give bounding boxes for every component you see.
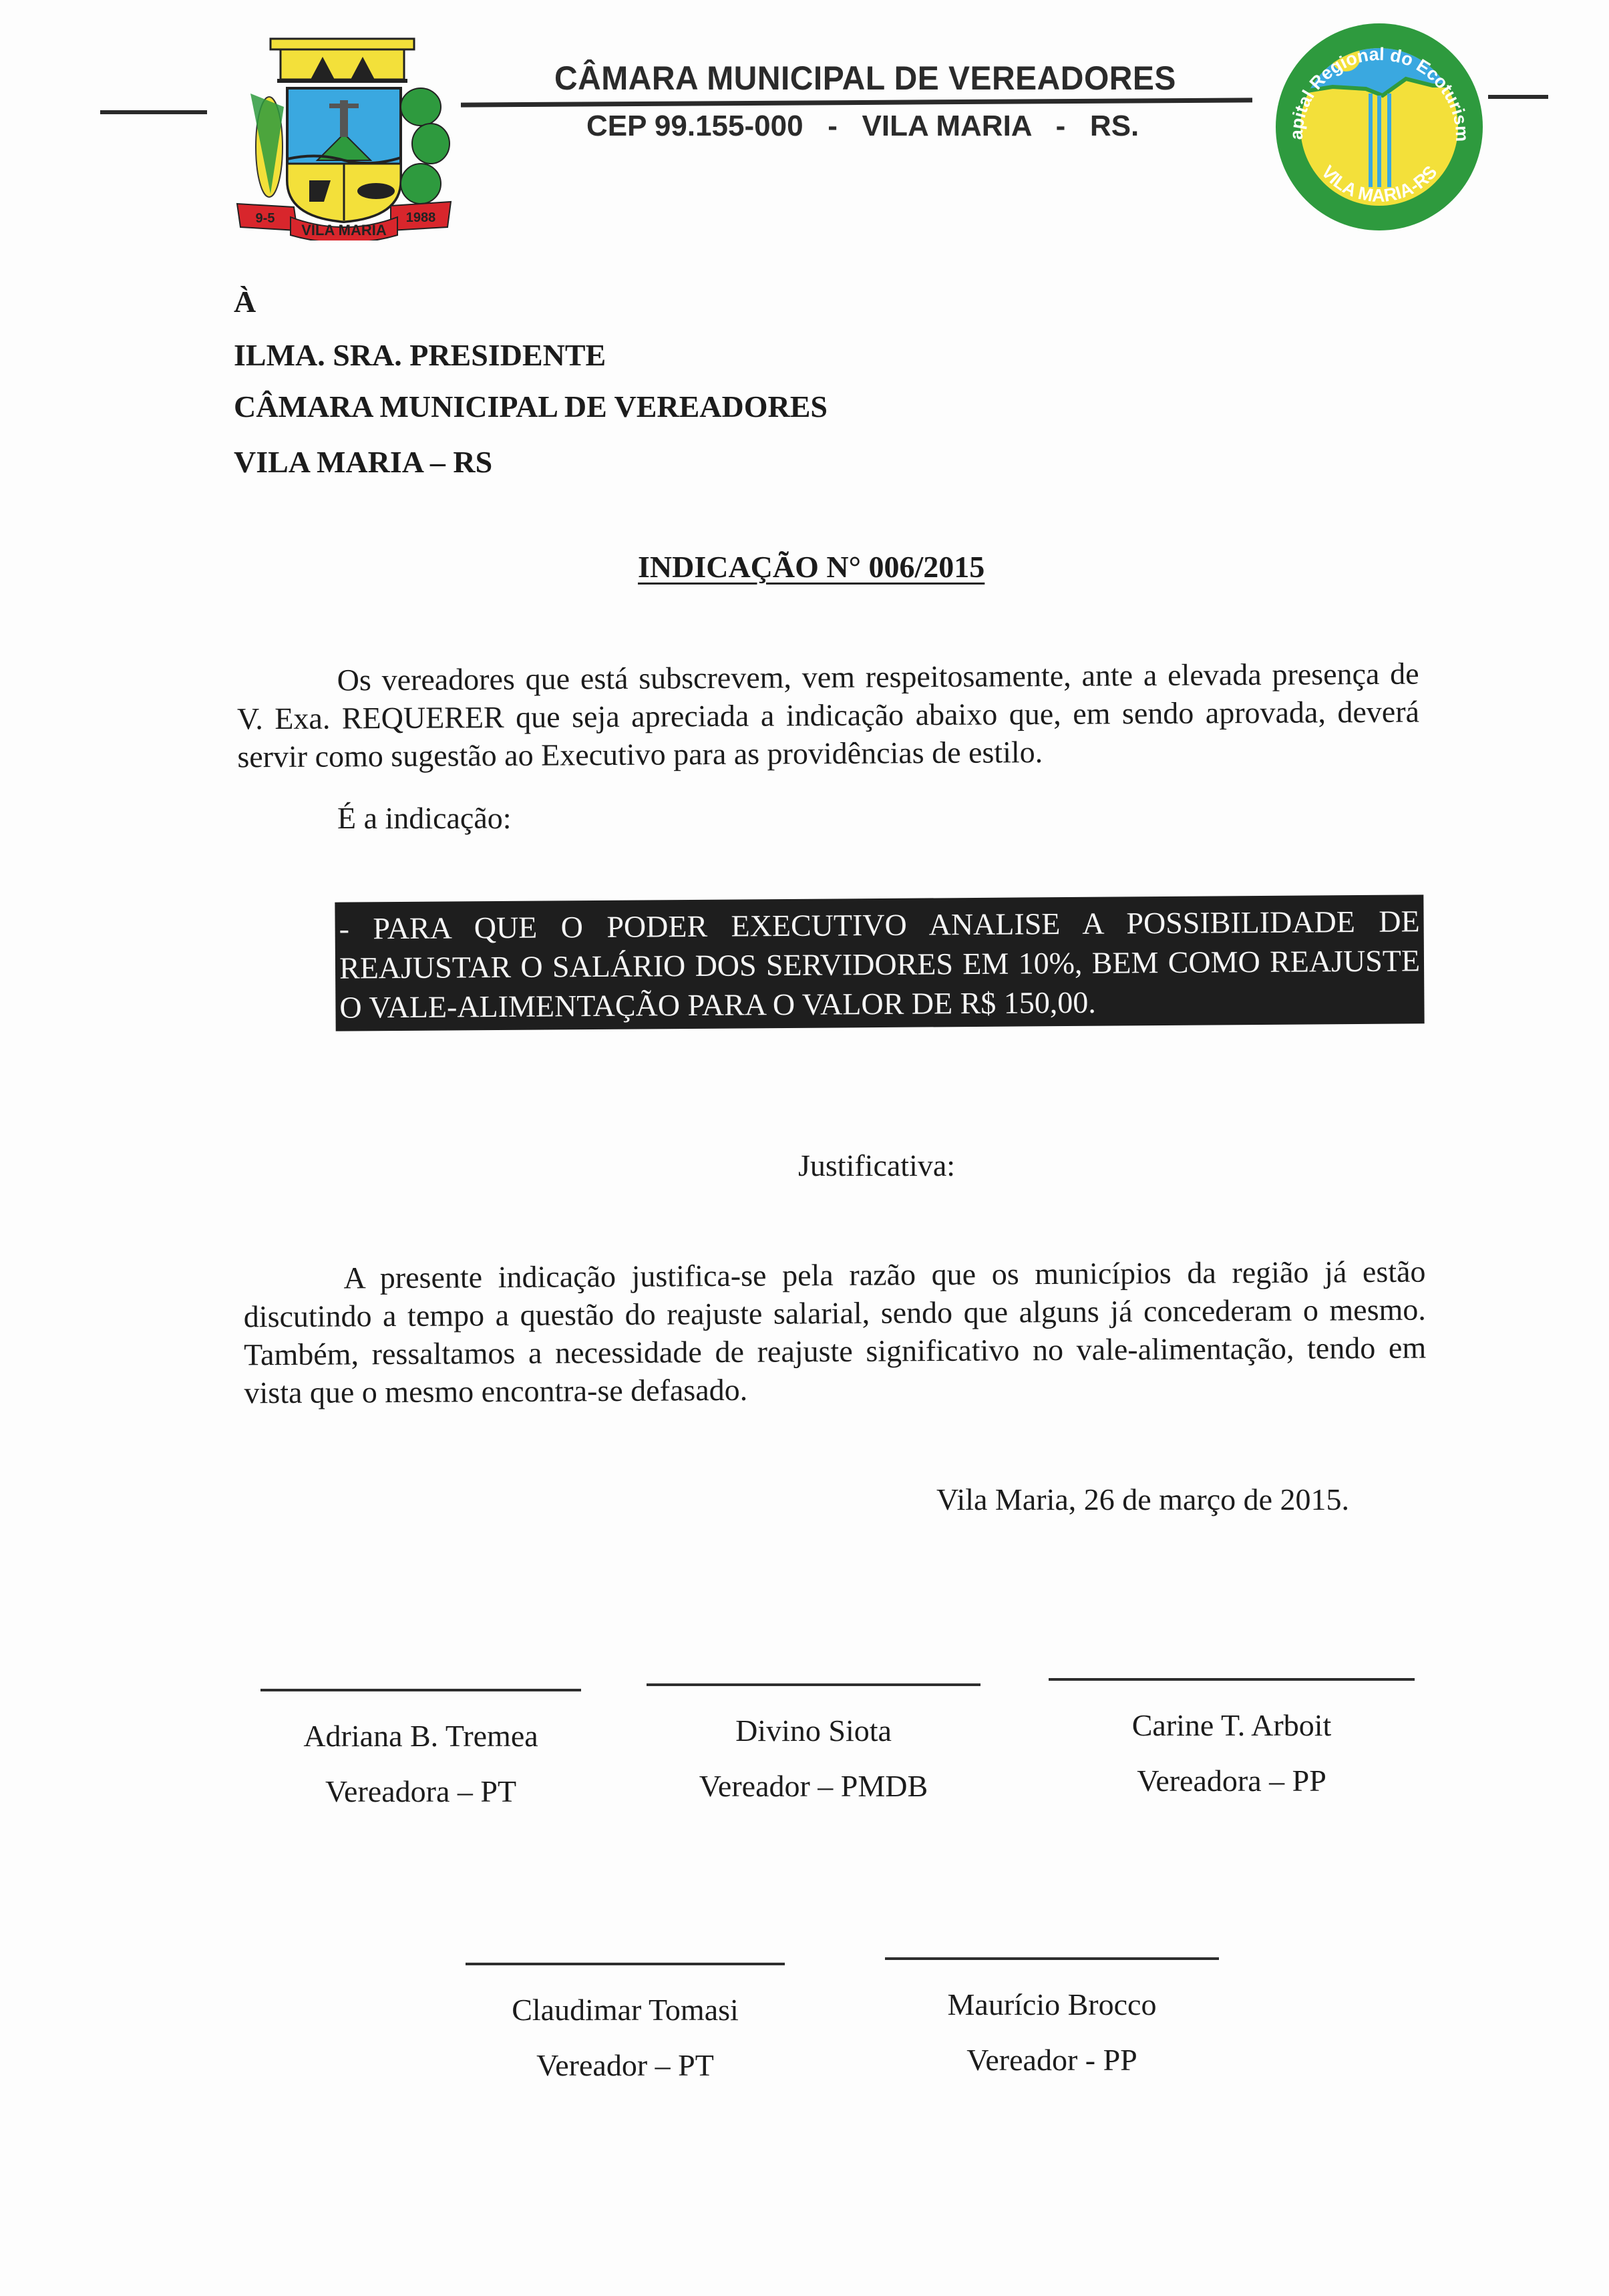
document-title: INDICAÇÃO N° 006/2015 xyxy=(638,550,985,584)
signatory-role: Vereadora – PP xyxy=(1137,1764,1326,1798)
indication-text-box: - PARA QUE O PODER EXECUTIVO ANALISE A POSSIBILIDADE DE REAJUSTAR O SALÁRIO DOS SERVIDORES EM 10%, BEM COMO REAJUSTE O VALE-ALIMENTAÇÃO PARA O VALOR DE R$ 150,00. xyxy=(335,894,1424,1031)
justification-paragraph: A presente indicação justifica-se pela razão que os municípios da região já estão discutindo a tempo a questão do reajuste salarial, sendo que alguns já concederam o mesmo. Também, ressaltamos a necessidade de reajuste significativo no vale-alimentação, tendo em vista que o mesmo encontra-se defasado. xyxy=(243,1254,1427,1410)
recipient-line-4: VILA MARIA – RS xyxy=(234,445,493,479)
header-rule xyxy=(461,98,1252,107)
signature-line xyxy=(885,1957,1219,1960)
seal-ring-bottom-text: VILA MARIA-RS xyxy=(1317,162,1441,206)
signatory-name: Divino Siota xyxy=(735,1713,892,1748)
signature-line xyxy=(1049,1678,1415,1681)
signatory-name: Adriana B. Tremea xyxy=(303,1719,538,1753)
header-title: CÂMARA MUNICIPAL DE VEREADORES xyxy=(554,59,1176,97)
header-right-dash xyxy=(1488,95,1548,99)
signatory-name: Claudimar Tomasi xyxy=(512,1993,739,2027)
seal-ring-top-text: apital Regional do Ecoturism xyxy=(1286,43,1473,142)
signatory-role: Vereadora – PT xyxy=(325,1774,517,1808)
signature-block xyxy=(466,1963,785,2083)
signatory-name: Maurício Brocco xyxy=(947,1987,1157,2021)
justification-label: Justificativa: xyxy=(798,1148,956,1182)
signatory-role: Vereador – PMDB xyxy=(699,1769,928,1803)
header-subtitle: CEP 99.155-000 - VILA MARIA - RS. xyxy=(586,110,1139,142)
signature-block xyxy=(647,1683,980,1804)
intro-paragraph: Os vereadores que está subscrevem, vem respeitosamente, ante a elevada presença de V. Exa. REQUERER que seja apreciada a indicação abaixo que, em sendo aprovada, deverá servir como sugestão ao Executivo para as providências de estilo. xyxy=(236,656,1420,774)
recipient-line-2: ILMA. SRA. PRESIDENTE xyxy=(234,338,606,372)
signature-block xyxy=(260,1689,581,1809)
signature-line xyxy=(647,1683,980,1686)
signature-line xyxy=(466,1963,785,1965)
indication-label: É a indicação: xyxy=(337,801,512,835)
recipient-line-3: CÂMARA MUNICIPAL DE VEREADORES xyxy=(234,389,828,424)
date-line: Vila Maria, 26 de março de 2015. xyxy=(936,1482,1350,1516)
ribbon-left-text: 9-5 xyxy=(255,211,275,226)
signatory-role: Vereador - PP xyxy=(966,2043,1137,2077)
recipient-line-1: À xyxy=(234,285,256,319)
signatory-name: Carine T. Arboit xyxy=(1131,1708,1332,1742)
ribbon-right-text: 1988 xyxy=(405,210,436,225)
signatory-role: Vereador – PT xyxy=(536,2048,714,2082)
signature-block xyxy=(1049,1678,1415,1798)
municipal-coat-of-arms-icon xyxy=(230,27,458,240)
signature-line xyxy=(260,1689,581,1691)
signature-block xyxy=(885,1957,1219,2078)
ecotourism-seal-icon xyxy=(1272,20,1486,234)
ribbon-center-text: VILA MARIA xyxy=(301,222,387,238)
header-left-dash xyxy=(100,110,207,114)
